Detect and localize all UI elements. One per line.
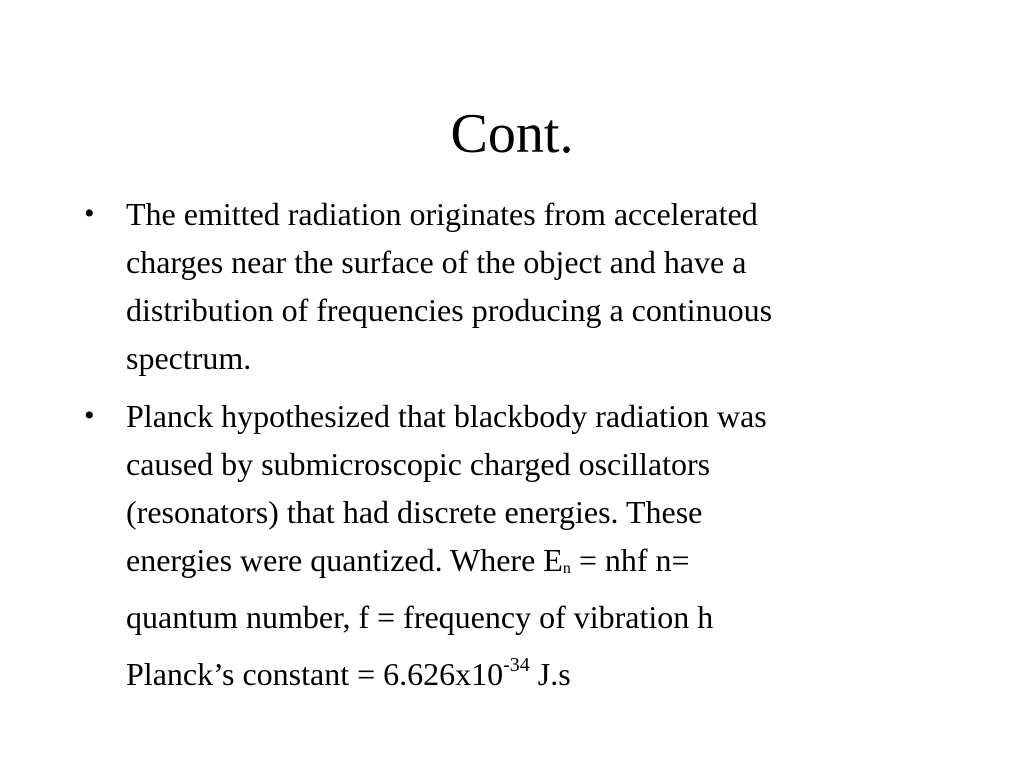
- bullet-item-planck-hypothesis: [84, 392, 944, 698]
- bullet-2-line-1: Planck hypothesized that blackbody radiation was: [126, 398, 767, 434]
- bullet-icon: •: [84, 197, 95, 230]
- constant-prefix: Planck’s constant = 6.626x10: [126, 656, 504, 692]
- bullet-1-line-3: distribution of frequencies producing a continuous: [126, 292, 773, 328]
- bullet-2-formula-line: [126, 536, 944, 593]
- bullet-2-line-5: quantum number, f = frequency of vibration h: [126, 599, 714, 635]
- bullet-list: [84, 190, 944, 708]
- bullet-2-line-2: caused by submicroscopic charged oscillators: [126, 446, 711, 482]
- bullet-item-emitted-radiation: [84, 190, 944, 382]
- constant-exponent: -34: [503, 654, 530, 676]
- bullet-1-line-4: spectrum.: [126, 340, 252, 376]
- bullet-1-line-1: The emitted radiation originates from accelerated: [126, 196, 758, 232]
- formula-suffix: = nhf n=: [570, 542, 690, 578]
- bullet-2-line-3: (resonators) that had discrete energies. These: [126, 494, 703, 530]
- constant-suffix: J.s: [529, 656, 571, 692]
- bullet-icon: •: [84, 399, 95, 432]
- bullet-2-constant-line: [126, 641, 944, 698]
- slide-title: Cont.: [450, 103, 574, 165]
- formula-prefix: energies were quantized. Where E: [126, 542, 563, 578]
- formula-subscript: n: [562, 560, 571, 577]
- bullet-1-line-2: charges near the surface of the object and have a: [126, 244, 747, 280]
